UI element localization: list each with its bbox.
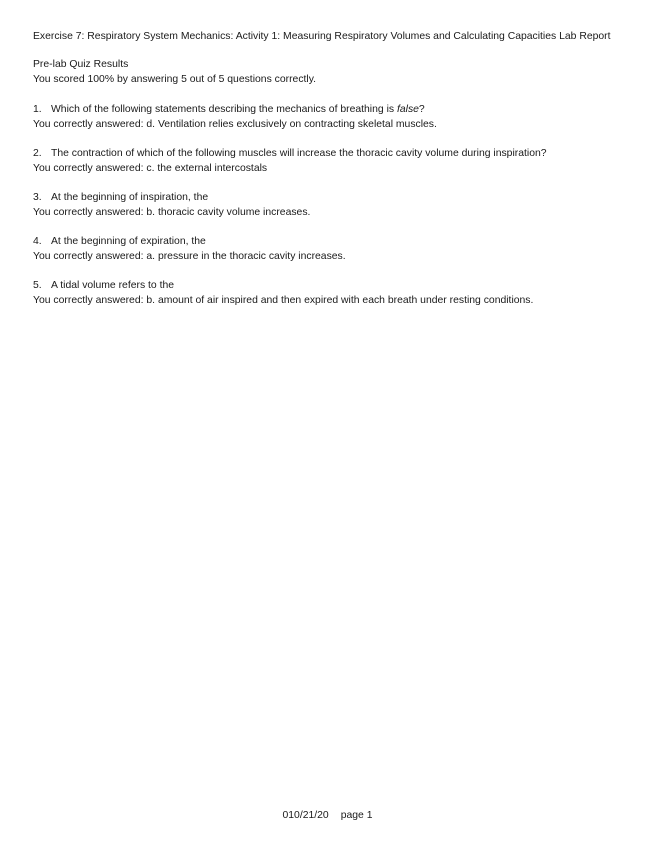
question-2 [33, 146, 623, 176]
question-text [33, 102, 623, 117]
question-number: 5. [33, 280, 42, 291]
page-footer [0, 808, 655, 823]
question-number: 2. [33, 148, 42, 159]
answer-line: You correctly answered: d. Ventilation relies exclusively on contracting skeletal muscles. [33, 119, 437, 130]
quiz-heading: Pre-lab Quiz Results [33, 59, 129, 70]
question-text-part: ? [418, 104, 425, 115]
quiz-results-header [33, 57, 623, 87]
question-5 [33, 278, 623, 308]
question-number: 1. [33, 104, 42, 115]
question-emphasis: false [396, 104, 419, 115]
question-text [33, 234, 623, 249]
question-text [33, 146, 623, 161]
question-3 [33, 190, 623, 220]
question-text-part: The contraction of which of the following muscles will increase the thoracic cavity volume during inspiration? [51, 148, 547, 159]
question-text-part: At the beginning of expiration, the [51, 236, 206, 247]
question-4 [33, 234, 623, 264]
question-number: 4. [33, 236, 42, 247]
answer-line: You correctly answered: c. the external intercostals [33, 163, 268, 174]
question-text-part: A tidal volume refers to the [51, 280, 175, 291]
answer-line: You correctly answered: b. thoracic cavity volume increases. [33, 207, 311, 218]
answer-line: You correctly answered: b. amount of air inspired and then expired with each breath under resting conditions. [33, 295, 534, 306]
question-text [33, 278, 623, 293]
answer-line: You correctly answered: a. pressure in the thoracic cavity increases. [33, 251, 346, 262]
question-text-part: Which of the following statements describing the mechanics of breathing is [51, 104, 397, 115]
question-number: 3. [33, 192, 42, 203]
score-line: You scored 100% by answering 5 out of 5 questions correctly. [33, 74, 317, 85]
footer-date: 010/21/20 [282, 810, 329, 821]
page-number: page 1 [340, 810, 373, 821]
question-text-part: At the beginning of inspiration, the [51, 192, 209, 203]
document-body [33, 29, 623, 322]
question-text [33, 190, 623, 205]
document-title: Exercise 7: Respiratory System Mechanics: Activity 1: Measuring Respiratory Volumes and Calculating Capacities Lab Report [33, 31, 611, 42]
question-1 [33, 102, 623, 132]
